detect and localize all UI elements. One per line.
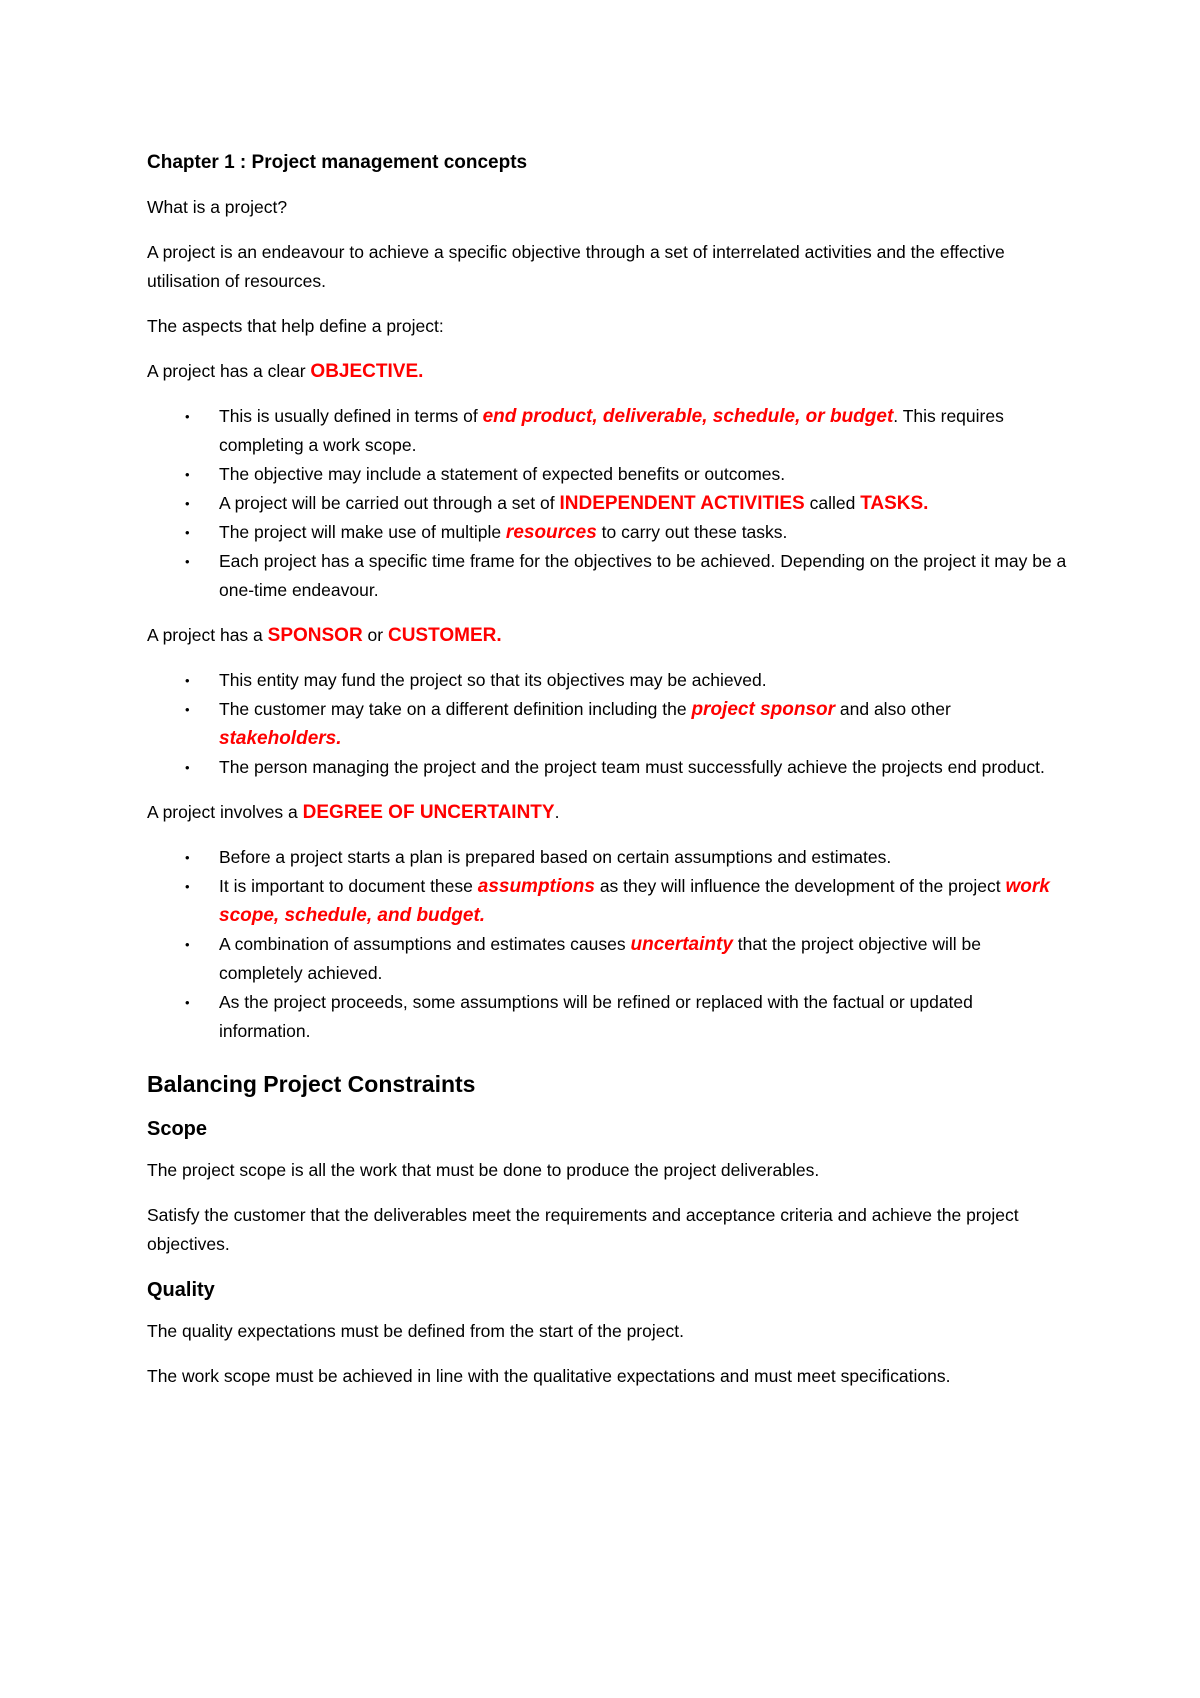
list-item-text: The person managing the project and the project team must successfully achieve the projects end product. <box>219 757 1045 777</box>
uncertainty-bullet-list <box>147 843 1067 1046</box>
list-item-text: This is usually defined in terms of <box>219 406 483 426</box>
sponsor-heading-text: or <box>362 625 388 645</box>
list-item <box>147 930 1067 988</box>
bullet-icon: • <box>185 467 190 482</box>
list-item <box>147 872 1067 930</box>
quality-paragraph-1: The quality expectations must be defined from the start of the project. <box>147 1321 684 1341</box>
list-item-text: This entity may fund the project so that its objectives may be achieved. <box>219 670 767 690</box>
list-item-text: The project will make use of multiple <box>219 522 506 542</box>
bullet-icon: • <box>185 937 190 952</box>
bullet-icon: • <box>185 760 190 775</box>
document-body <box>147 148 1067 1407</box>
list-item <box>147 753 1067 782</box>
bullet-icon: • <box>185 879 190 894</box>
uncertainty-heading-text: . <box>554 802 560 822</box>
list-item <box>147 489 1067 518</box>
list-item <box>147 666 1067 695</box>
uncertainty-heading-text: A project involves a <box>147 802 303 822</box>
list-item-text: called <box>804 493 861 513</box>
list-item-emphasis: resources <box>505 522 597 543</box>
bullet-icon: • <box>185 850 190 865</box>
list-item <box>147 547 1067 605</box>
quality-paragraph-2: The work scope must be achieved in line with the qualitative expectations and must meet specifications. <box>147 1366 951 1386</box>
question-what-is-project: What is a project? <box>147 197 288 217</box>
list-item-text: and also other <box>835 699 951 719</box>
objective-bullet-list <box>147 402 1067 605</box>
list-item-text: It is important to document these <box>219 876 478 896</box>
objective-heading-text: A project has a clear <box>147 361 311 381</box>
scope-paragraph-1: The project scope is all the work that must be done to produce the project deliverables. <box>147 1160 820 1180</box>
sponsor-emphasis: SPONSOR <box>267 625 363 646</box>
heading-scope: Scope <box>147 1118 208 1140</box>
list-item-text: . This requires completing a work scope. <box>219 406 1004 455</box>
list-item-text: that the project objective will be completely achieved. <box>219 934 981 983</box>
list-item-text: As the project proceeds, some assumptions will be refined or replaced with the factual or updated information. <box>219 992 973 1041</box>
bullet-icon: • <box>185 995 190 1010</box>
list-item-emphasis: INDEPENDENT ACTIVITIES <box>559 493 805 514</box>
aspects-intro: The aspects that help define a project: <box>147 316 444 336</box>
list-item <box>147 460 1067 489</box>
list-item-emphasis: TASKS. <box>860 493 929 514</box>
chapter-title: Chapter 1 : Project management concepts <box>147 152 528 173</box>
bullet-icon: • <box>185 702 190 717</box>
list-item-text: A project will be carried out through a set of <box>219 493 560 513</box>
bullet-icon: • <box>185 409 190 424</box>
uncertainty-heading <box>147 798 1067 827</box>
list-item <box>147 518 1067 547</box>
heading-balancing-constraints: Balancing Project Constraints <box>147 1071 476 1097</box>
list-item <box>147 843 1067 872</box>
list-item-emphasis: project sponsor <box>691 699 836 720</box>
list-item-text: as they will influence the development of the project <box>594 876 1006 896</box>
list-item-text: A combination of assumptions and estimates causes <box>219 934 631 954</box>
list-item-text: The objective may include a statement of expected benefits or outcomes. <box>219 464 786 484</box>
list-item-emphasis: stakeholders. <box>219 728 342 749</box>
sponsor-heading-text: A project has a <box>147 625 268 645</box>
bullet-icon: • <box>185 673 190 688</box>
list-item-emphasis: end product, deliverable, schedule, or budget <box>482 406 894 427</box>
list-item <box>147 402 1067 460</box>
bullet-icon: • <box>185 496 190 511</box>
bullet-icon: • <box>185 525 190 540</box>
list-item-emphasis: uncertainty <box>630 934 733 955</box>
project-definition: A project is an endeavour to achieve a specific objective through a set of interrelated activities and the effective utilisation of resources. <box>147 242 1005 291</box>
objective-heading <box>147 357 1067 386</box>
list-item-text: The customer may take on a different definition including the <box>219 699 692 719</box>
list-item <box>147 695 1067 753</box>
customer-emphasis: CUSTOMER. <box>387 625 502 646</box>
list-item-text: Each project has a specific time frame for the objectives to be achieved. Depending on the project it may be a one-time endeavour. <box>219 551 1067 600</box>
list-item-text: to carry out these tasks. <box>596 522 788 542</box>
list-item-text: Before a project starts a plan is prepared based on certain assumptions and estimates. <box>219 847 892 867</box>
list-item <box>147 988 1067 1046</box>
objective-emphasis: OBJECTIVE. <box>310 361 424 382</box>
sponsor-heading <box>147 621 1067 650</box>
scope-paragraph-2: Satisfy the customer that the deliverables meet the requirements and acceptance criteria and achieve the project objectives. <box>147 1205 1019 1254</box>
heading-quality: Quality <box>147 1279 215 1301</box>
list-item-emphasis: assumptions <box>477 876 595 897</box>
sponsor-bullet-list <box>147 666 1067 782</box>
bullet-icon: • <box>185 554 190 569</box>
uncertainty-emphasis: DEGREE OF UNCERTAINTY <box>302 802 555 823</box>
list-item-emphasis: work scope, schedule, and budget. <box>219 876 1050 926</box>
